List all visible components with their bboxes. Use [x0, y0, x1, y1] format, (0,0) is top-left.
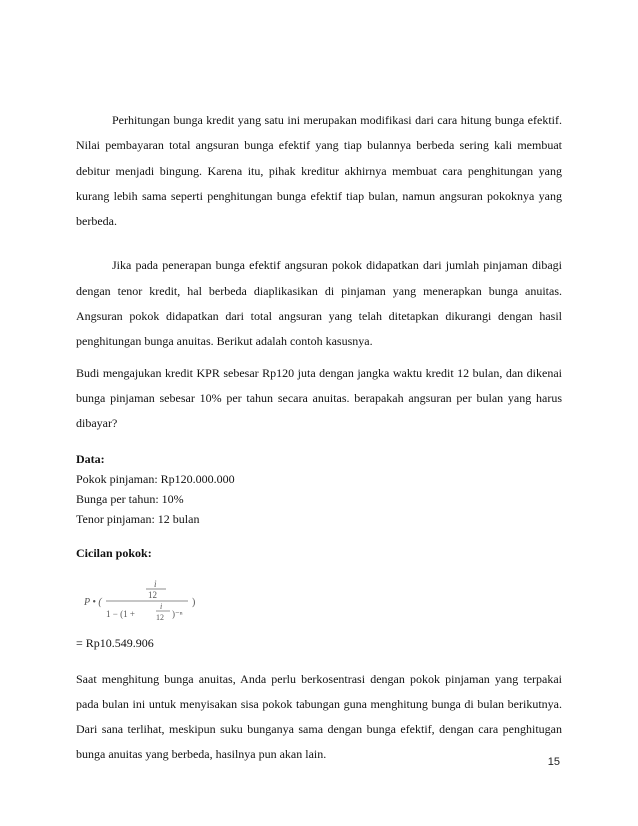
formula-p: P • ( — [84, 596, 102, 608]
data-heading: Data: — [76, 451, 105, 466]
formula-den-12: 12 — [156, 612, 164, 622]
document-page — [76, 108, 562, 768]
page-number: 15 — [547, 756, 560, 768]
formula-num-i: i — [154, 578, 157, 589]
formula-den-i: i — [160, 601, 163, 611]
cicilan-section — [76, 543, 562, 653]
data-section — [76, 449, 562, 529]
cicilan-heading: Cicilan pokok: — [76, 545, 152, 560]
paragraph-case-example: Budi mengajukan kredit KPR sebesar Rp120 juta dengan jangka waktu kredit 12 bulan, dan dikenai bunga pinjaman sebesar 10% per tahun secara anuitas. berapakah angsuran per bulan yang harus dibayar? — [76, 365, 562, 431]
formula-num-12: 12 — [148, 589, 157, 600]
annuity-formula — [76, 577, 276, 625]
cicilan-result: = Rp10.549.906 — [76, 635, 154, 650]
formula-exp: )⁻ⁿ — [172, 608, 183, 619]
formula-close: ) — [192, 596, 196, 608]
data-line-principal: Pokok pinjaman: Rp120.000.000 — [76, 471, 235, 486]
data-line-interest: Bunga per tahun: 10% — [76, 491, 184, 506]
annuity-formula-image — [76, 577, 276, 625]
formula-den-left: 1 − (1 + — [106, 608, 135, 619]
paragraph-intro: Perhitungan bunga kredit yang satu ini merupakan modifikasi dari cara hitung bunga efektif. Nilai pembayaran total angsuran bunga efektif yang tiap bulannya berbeda sering kali membuat debitur menjadi bingung. Karena itu, pihak kreditur akhirnya membuat cara penghitungan yang kurang lebih sama seperti penghitungan bunga efektif tiap bulan, namun angsuran pokoknya yang berbeda. — [76, 113, 562, 229]
paragraph-conclusion: Saat menghitung bunga anuitas, Anda perlu berkosentrasi dengan pokok pinjaman yang terpakai pada bulan ini untuk menyisakan sisa pokok tabungan guna menghitung bunga di bulan berikutnya. Dari sana terlihat, meskipun suku bunganya sama dengan bunga efektif, dengan cara penghitugan bunga anuitas yang berbeda, hasilnya pun akan lain. — [76, 671, 562, 762]
data-line-tenor: Tenor pinjaman: 12 bulan — [76, 511, 200, 526]
paragraph-effective-vs-annuity: Jika pada penerapan bunga efektif angsuran pokok didapatkan dari jumlah pinjaman dibagi dengan tenor kredit, hal berbeda diaplikasikan di pinjaman yang menerapkan bunga anuitas. Angsuran pokok didapatkan dari total angsuran yang telah ditetapkan dikurangi dengan hasil penghitungan bunga anuitas. Berikut adalah contoh kasusnya. — [76, 258, 562, 349]
